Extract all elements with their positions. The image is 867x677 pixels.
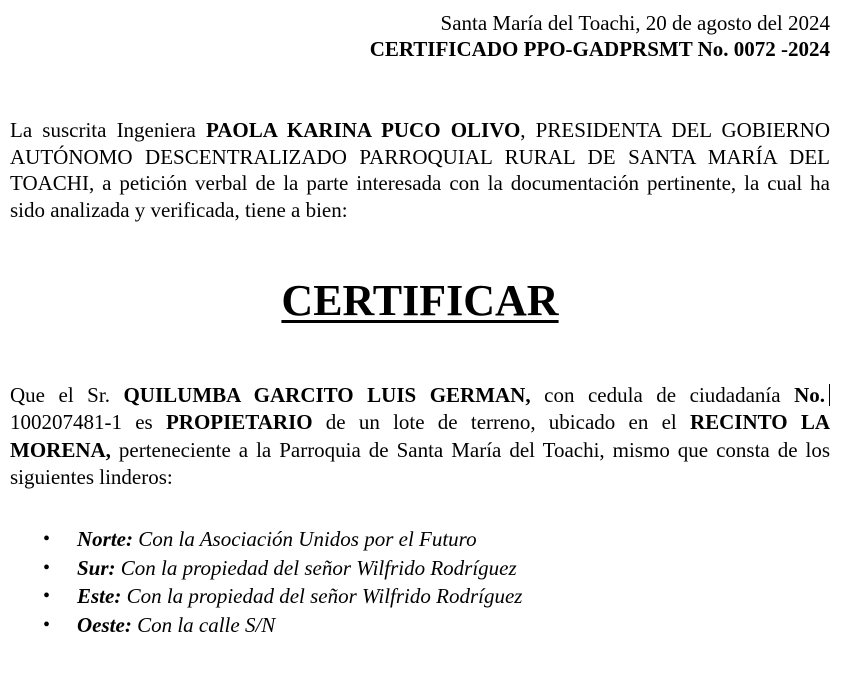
owner-name: QUILUMBA GARCITO LUIS GERMAN,	[123, 383, 531, 407]
boundary-label: Norte:	[77, 527, 133, 551]
boundary-text: Con la Asociación Unidos por el Futuro	[133, 527, 477, 551]
boundary-item-west	[10, 611, 830, 640]
bullet-icon: •	[43, 528, 51, 550]
certificate-number: CERTIFICADO PPO-GADPRSMT No. 0072 -2024	[369, 37, 830, 61]
boundary-label: Este:	[77, 584, 122, 608]
boundary-label: Oeste:	[77, 612, 132, 637]
boundary-label: Sur:	[77, 555, 116, 580]
boundary-item-east	[10, 582, 830, 611]
document-header	[10, 10, 830, 62]
title-block	[10, 276, 830, 326]
boundary-text: Con la propiedad del señor Wilfrido Rodríguez	[121, 584, 523, 608]
body-text-4: de un lote de terreno, ubicado en el	[312, 410, 690, 435]
body-text-3: 100207481-1 es	[10, 410, 166, 435]
intro-paragraph	[10, 117, 830, 223]
id-number-label: No.	[794, 383, 826, 407]
intro-text-1: La suscrita Ingeniera	[10, 118, 206, 142]
document-page	[10, 0, 830, 677]
certification-paragraph	[10, 382, 830, 491]
ownership-status: PROPIETARIO	[165, 410, 313, 435]
signer-name: PAOLA KARINA PUCO OLIVO	[206, 118, 521, 142]
intro-text-2: , PRESIDENTA DEL GOBIERNO AUTÓNOMO DESCENTRALIZADO PARROQUIAL RURAL DE SANTA MARÍA DEL TOACHI, a petición verbal de la parte interesada con la documentación pertinente, la cual ha sido analizada y verificada, tiene a bien:	[10, 118, 830, 222]
bullet-icon: •	[43, 613, 51, 636]
boundary-item-north	[10, 525, 830, 554]
place-date: Santa María del Toachi, 20 de agosto del 2024	[440, 11, 830, 35]
text-cursor	[829, 384, 830, 406]
body-text-1: Que el Sr.	[10, 383, 124, 407]
document-title: CERTIFICAR	[281, 276, 559, 325]
bullet-icon: •	[43, 556, 51, 579]
property-location: RECINTO LA MORENA,	[10, 410, 830, 462]
bullet-icon: •	[43, 585, 51, 607]
boundary-text: Con la propiedad del señor Wilfrido Rodríguez	[115, 555, 517, 580]
boundary-item-south	[10, 554, 830, 583]
boundary-text: Con la calle S/N	[131, 612, 276, 637]
body-text-5: perteneciente a la Parroquia de Santa María del Toachi, mismo que consta de los siguientes linderos:	[10, 437, 830, 489]
body-text-2: con cedula de ciudadanía	[530, 383, 795, 407]
boundaries-list	[10, 525, 830, 639]
